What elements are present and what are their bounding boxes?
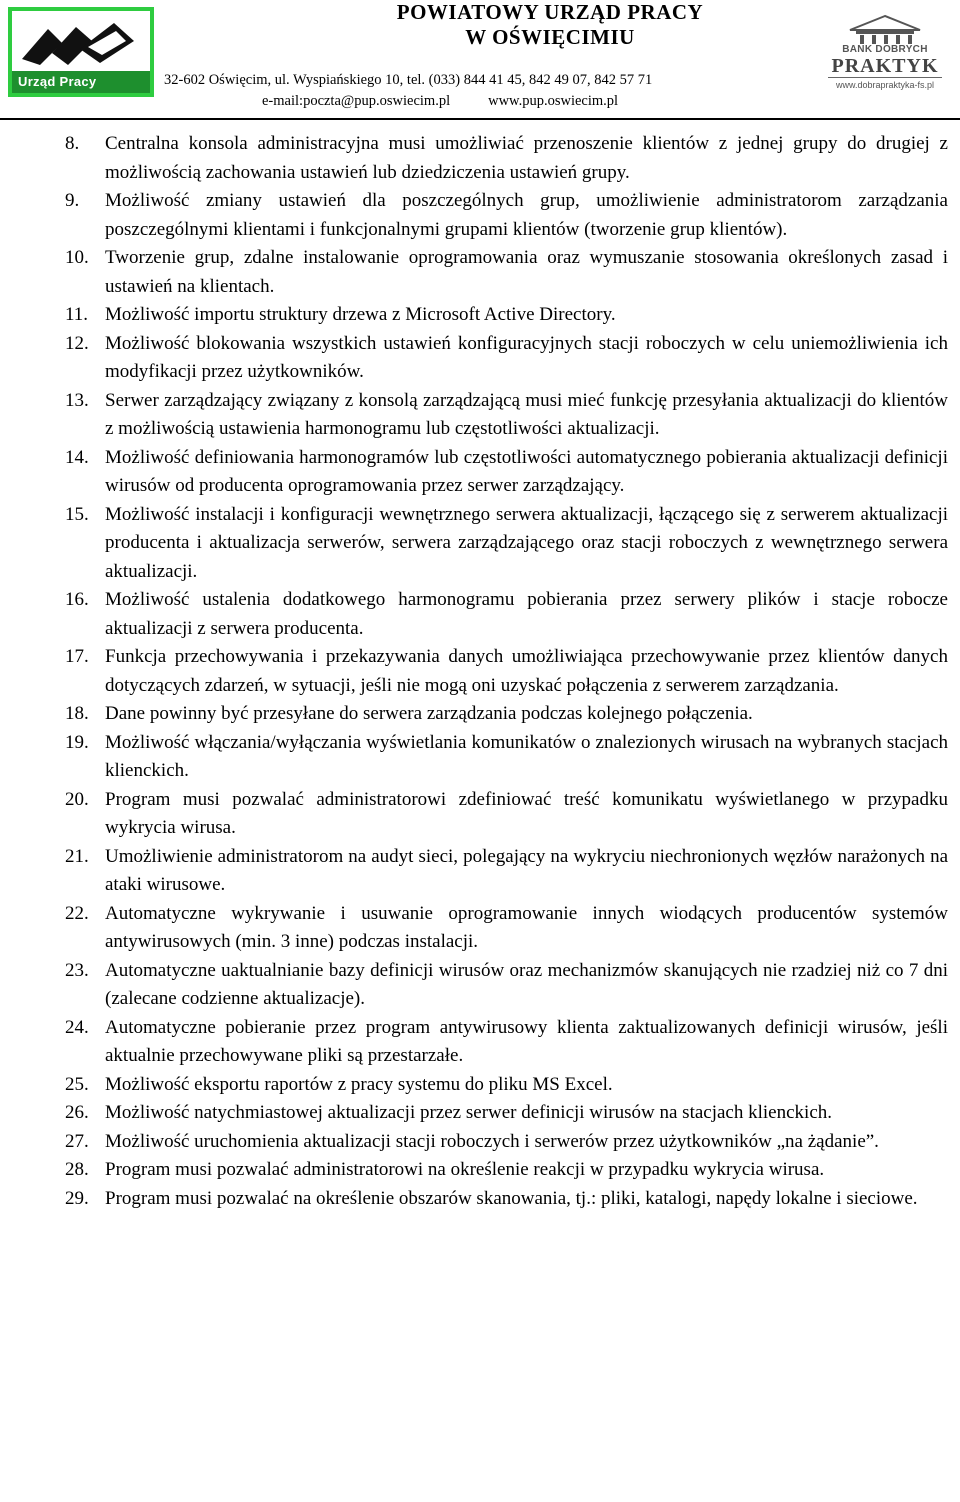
item-number: 22. xyxy=(65,902,89,924)
item-text: Możliwość eksportu raportów z pracy systemu do pliku MS Excel. xyxy=(105,1073,613,1095)
item-text: Możliwość zmiany ustawień dla poszczególnych grup, umożliwienie administratorom zarządzania poszczególnymi klientami i funkcjonalnymi grupami klientów (tworzenie grup klientów). xyxy=(105,190,948,240)
item-text: Możliwość uruchomienia aktualizacji stacji roboczych i serwerów przez użytkowników „na żądanie”. xyxy=(105,1130,879,1152)
list-item xyxy=(65,700,948,729)
list-item xyxy=(65,244,948,301)
item-number: 28. xyxy=(65,1159,89,1180)
item-text: Możliwość instalacji i konfiguracji wewnętrznego serwera aktualizacji, łączącego się z serwerem aktualizacji producenta i aktualizacja serwerów, serwera zarządzającego oraz stacji roboczych z wewnętrznego serwera aktualizacji. xyxy=(105,503,948,582)
list-item xyxy=(65,330,948,387)
item-number: 13. xyxy=(65,389,89,411)
item-text: Centralna konsola administracyjna musi umożliwiać przenoszenie klientów z jednej grupy do drugiej z możliwością zachowania ustawień lub dziedziczenia ustawień grupy. xyxy=(105,133,948,183)
item-text: Automatyczne pobieranie przez program antywirusowy klienta zaktualizowanych definicji wirusów, jeśli aktualnie przechowywane pliki są przestarzałe. xyxy=(105,1016,948,1066)
logo-caption: Urząd Pracy xyxy=(12,71,150,93)
item-text: Program musi pozwalać administratorowi zdefiniować treść komunikatu wyświetlanego w przypadku wykrycia wirusa. xyxy=(105,788,948,838)
list-item xyxy=(65,301,948,330)
item-text: Dane powinny być przesyłane do serwera zarządzania podczas kolejnego połączenia. xyxy=(105,703,753,724)
item-number: 17. xyxy=(65,646,89,667)
item-number: 23. xyxy=(65,959,89,981)
list-item xyxy=(65,1014,948,1071)
arrows-logo-icon xyxy=(18,19,142,69)
item-text: Możliwość importu struktury drzewa z Microsoft Active Directory. xyxy=(105,304,616,325)
item-number: 8. xyxy=(65,133,80,154)
item-number: 21. xyxy=(65,845,89,867)
logo-divider xyxy=(828,77,942,78)
letterhead xyxy=(0,0,960,122)
item-number: 27. xyxy=(65,1130,89,1152)
list-item xyxy=(65,729,948,786)
item-text: Program musi pozwalać administratorowi na określenie reakcji w przypadku wykrycia wirusa. xyxy=(105,1159,825,1180)
urzad-pracy-logo xyxy=(8,7,154,97)
bank-name: PRAKTYK xyxy=(831,55,939,77)
website-text: www.pup.oswiecim.pl xyxy=(488,93,619,109)
list-item xyxy=(65,1128,948,1157)
item-number: 29. xyxy=(65,1187,89,1209)
list-item xyxy=(65,1156,948,1185)
item-text: Serwer zarządzający związany z konsolą zarządzającą musi mieć funkcję przesyłania aktualizacji do klientów z możliwością ustawienia harmonogramu lub częstotliwości aktualizacji. xyxy=(105,389,948,439)
item-text: Możliwość blokowania wszystkich ustawień konfiguracyjnych stacji roboczych w celu uniemożliwienia ich modyfikacji przez użytkowników. xyxy=(105,332,948,382)
item-text: Możliwość natychmiastowej aktualizacji przez serwer definicji wirusów na stacjach klienckich. xyxy=(105,1102,833,1123)
item-number: 16. xyxy=(65,589,89,610)
item-text: Możliwość włączania/wyłączania wyświetlania komunikatów o znalezionych wirusach na wybranych stacjach klienckich. xyxy=(105,731,948,781)
item-number: 26. xyxy=(65,1102,89,1123)
list-item xyxy=(65,444,948,501)
bank-title: BANK DOBRYCH xyxy=(842,44,928,55)
list-item xyxy=(65,130,948,187)
item-number: 12. xyxy=(65,332,89,354)
list-item xyxy=(65,643,948,700)
list-item xyxy=(65,1185,948,1214)
item-number: 18. xyxy=(65,703,89,724)
item-text: Program musi pozwalać na określenie obszarów skanowania, tj.: pliki, katalogi, napędy lokalne i sieciowe. xyxy=(105,1187,918,1209)
list-item xyxy=(65,387,948,444)
item-number: 11. xyxy=(65,304,89,325)
item-text: Możliwość definiowania harmonogramów lub częstotliwości automatycznego pobierania aktualizacji definicji wirusów od producenta oprogramowania przez serwer zarządzający. xyxy=(105,446,948,496)
item-number: 24. xyxy=(65,1016,89,1038)
email-text: e-mail:poczta@pup.oswiecim.pl xyxy=(262,93,451,109)
header-divider xyxy=(0,118,960,120)
office-address: 32-602 Oświęcim, ul. Wyspiańskiego 10, tel. (033) 844 41 45, 842 49 07, 842 57 71 xyxy=(164,72,653,88)
item-number: 10. xyxy=(65,247,89,268)
item-text: Automatyczne wykrywanie i usuwanie oprogramowanie innych wiodących producentów systemów antywirusowych (min. 3 inne) podczas instalacji. xyxy=(105,902,948,952)
list-item xyxy=(65,957,948,1014)
list-item xyxy=(65,586,948,643)
list-item xyxy=(65,1071,948,1100)
list-item xyxy=(65,843,948,900)
bank-url: www.dobrapraktyka-fs.pl xyxy=(835,80,935,90)
item-number: 19. xyxy=(65,731,89,753)
item-number: 20. xyxy=(65,788,89,810)
building-icon xyxy=(820,14,950,46)
bank-dobrych-praktyk-logo xyxy=(820,14,950,96)
item-number: 25. xyxy=(65,1073,89,1095)
list-item xyxy=(65,786,948,843)
list-item xyxy=(65,187,948,244)
contact-line xyxy=(262,93,618,110)
item-number: 9. xyxy=(65,190,80,211)
office-city: W OŚWIĘCIMIU xyxy=(465,25,635,49)
list-item xyxy=(65,501,948,587)
item-text: Automatyczne uaktualnianie bazy definicji wirusów oraz mechanizmów skanujących nie rzadziej niż co 7 dni (zalecane codzienne aktualizacje). xyxy=(105,959,948,1009)
item-text: Możliwość ustalenia dodatkowego harmonogramu pobierania przez serwery plików i stacje robocze aktualizacji z serwera producenta. xyxy=(105,589,948,639)
office-name: POWIATOWY URZĄD PRACY xyxy=(396,0,704,24)
office-heading xyxy=(300,0,800,50)
item-text: Tworzenie grup, zdalne instalowanie oprogramowania oraz wymuszanie stosowania określonych zasad i ustawień na klientach. xyxy=(105,247,948,297)
list-item xyxy=(65,900,948,957)
list-item xyxy=(65,1099,948,1128)
item-text: Umożliwienie administratorom na audyt sieci, polegający na wykryciu niechronionych węzłów narażonych na ataki wirusowe. xyxy=(105,845,948,895)
item-number: 14. xyxy=(65,446,89,468)
requirements-list xyxy=(0,130,960,1213)
item-number: 15. xyxy=(65,503,89,525)
item-text: Funkcja przechowywania i przekazywania danych umożliwiająca przechowywanie przez klientów danych dotyczących zdarzeń, w sytuacji, jeśli nie mogą oni uzyskać połączenia z serwerem zarządzania. xyxy=(105,646,948,696)
